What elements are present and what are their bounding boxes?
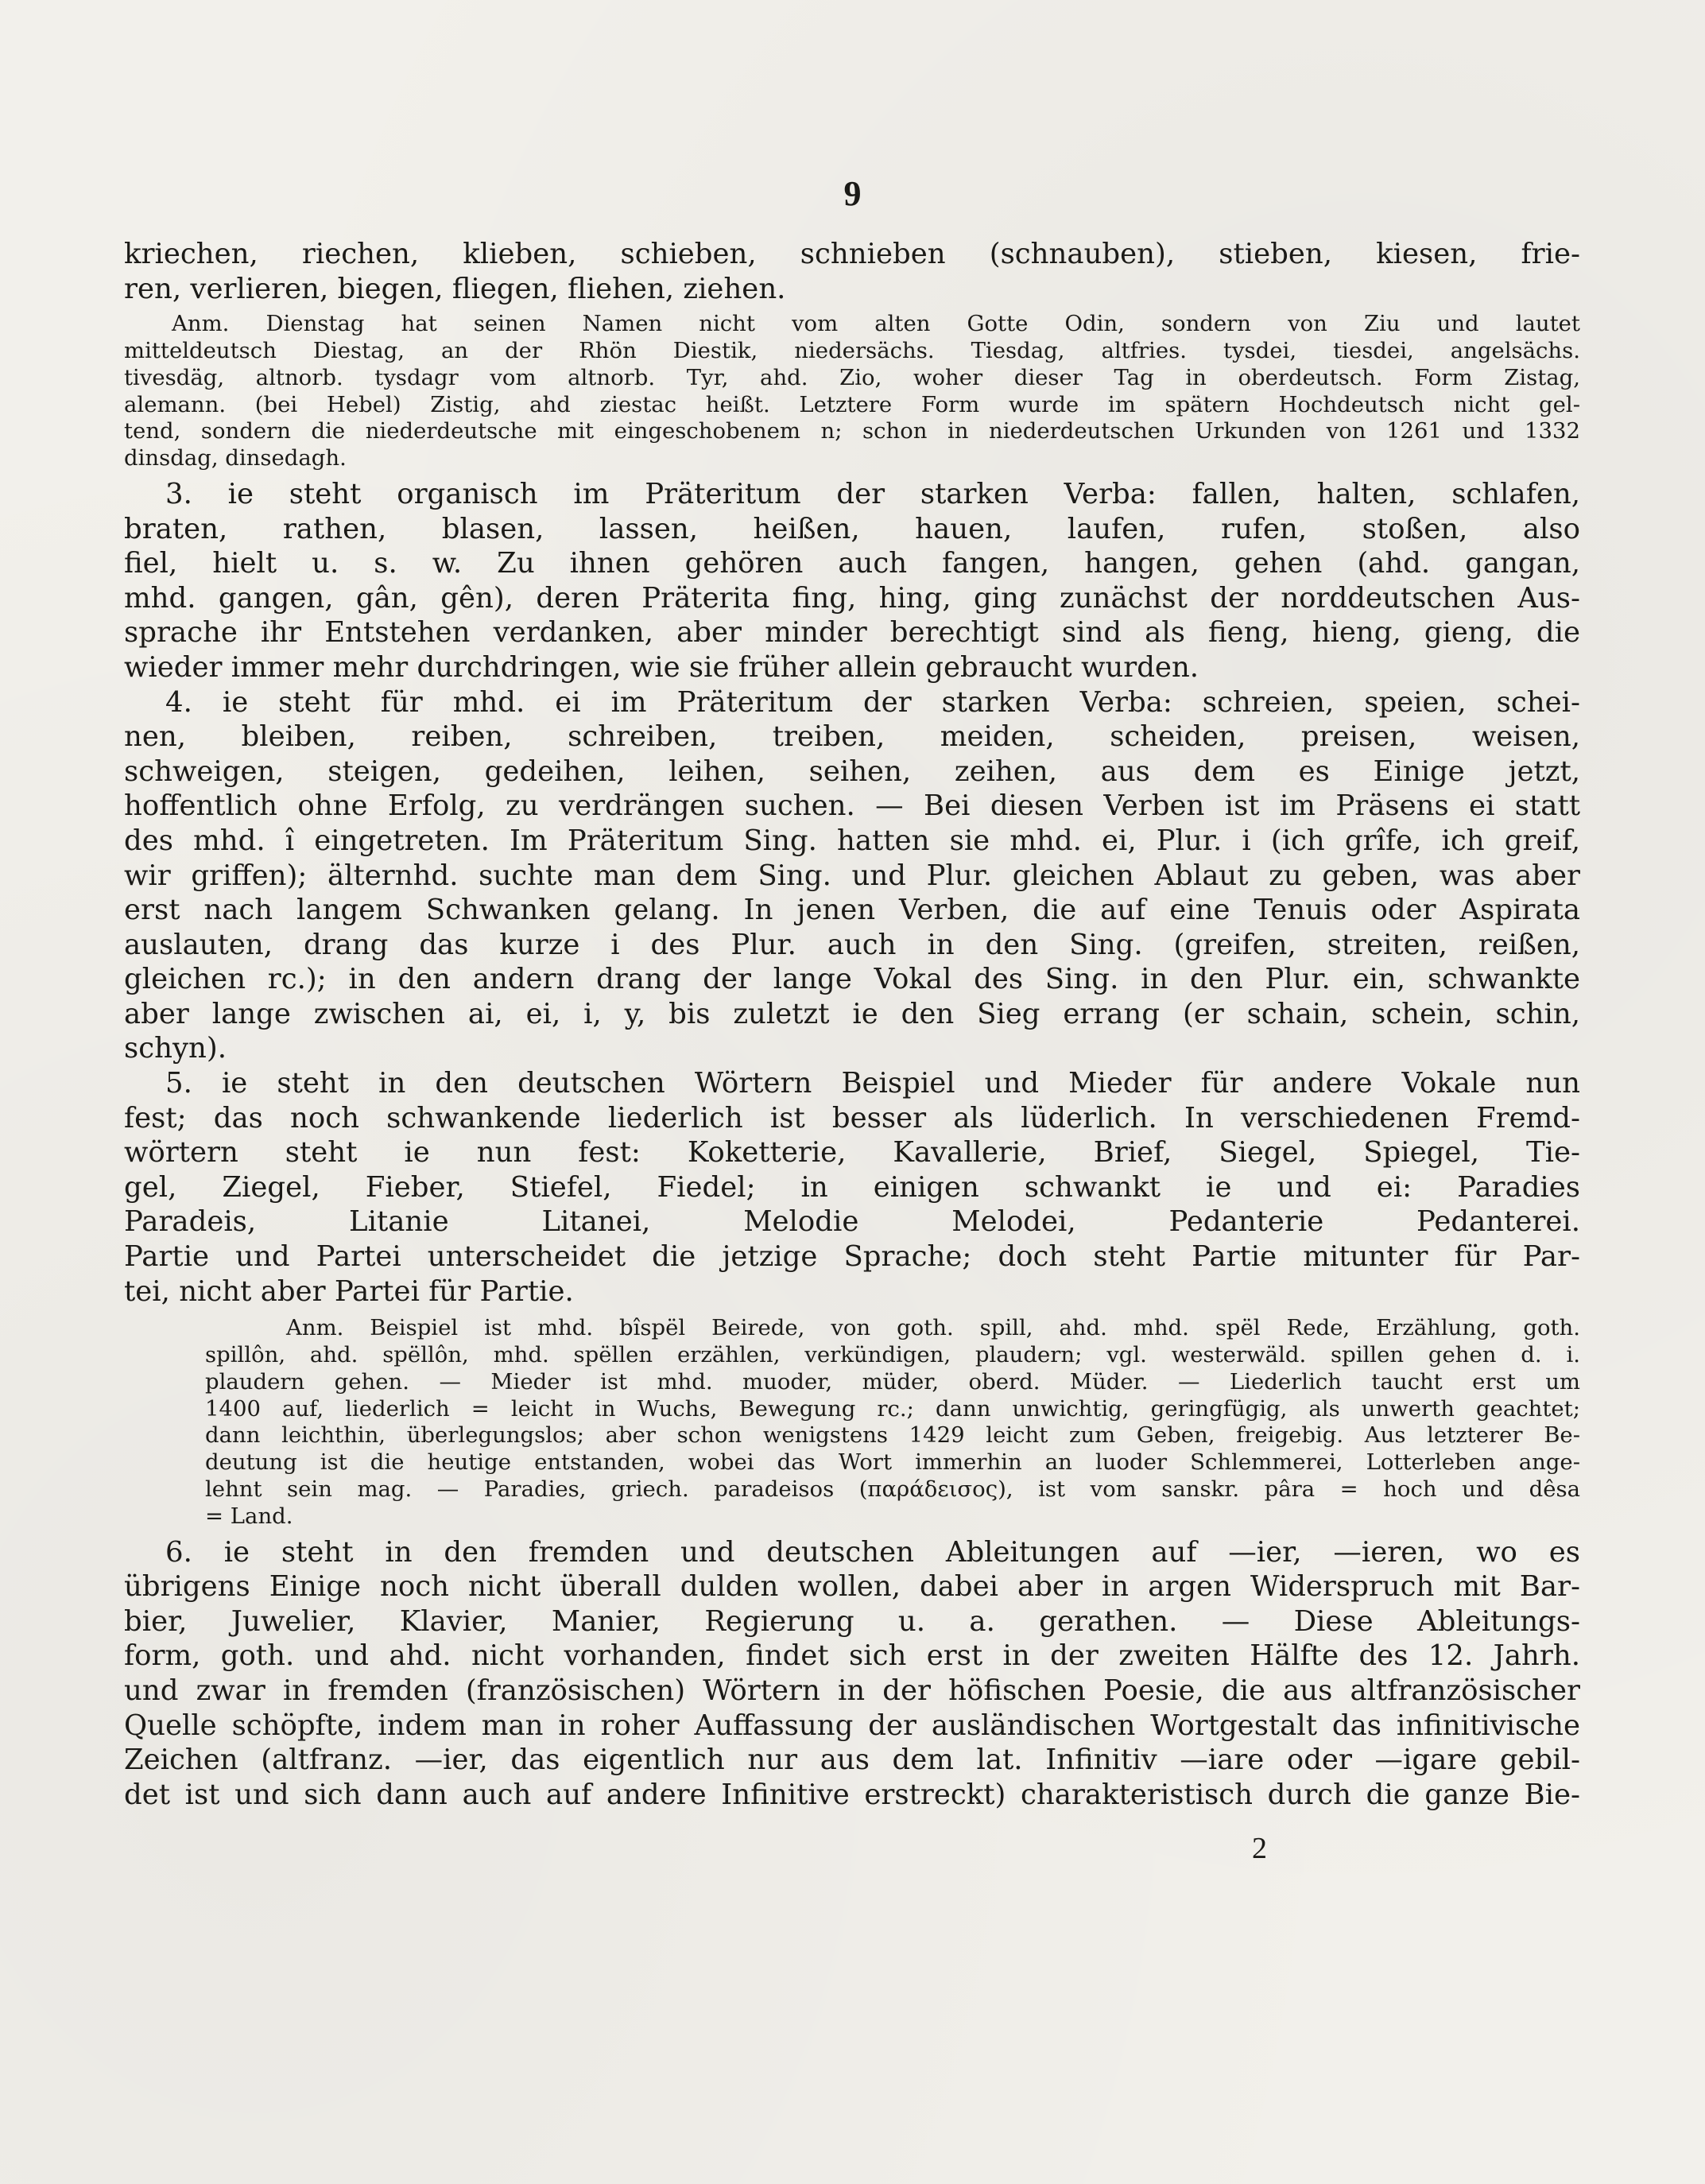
text-line: schyn). [124,1032,227,1065]
signature-mark: 2 [1252,1832,1267,1865]
note-line: tivesdäg, altnorb. tysdagr vom altnorb. Tyr, ahd. Zio, woher dieser Tag in oberdeutsch. Form Zistag, [124,364,1580,390]
paragraph-2-continuation [124,237,1580,306]
text-line: wieder immer mehr durchdringen, wie sie früher allein gebraucht wurden. [124,650,1199,684]
text-line: hoffentlich ohne Erfolg, zu verdrängen suchen. — Bei diesen Verben ist im Präsens ei statt [124,789,1580,823]
text-line: wörtern steht ie nun fest: Koketterie, Kavallerie, Brief, Siegel, Spiegel, Tie- [124,1136,1580,1170]
text-line: übrigens Einige noch nicht überall dulden wollen, dabei aber in argen Widerspruch mit Bar- [124,1570,1580,1604]
text-line: 5. ie steht in den deutschen Wörtern Beispiel und Mieder für andere Vokale nun [165,1067,1580,1100]
note-line: 1400 auf, liederlich = leicht in Wuchs, Bewegung rc.; dann unwichtig, geringfügig, als unwerth geachtet; [205,1395,1580,1422]
note-dienstag-body [124,338,1580,472]
text-line: mhd. gangen, gân, gên), deren Präterita fing, hing, ging zunächst der norddeutschen Aus- [124,581,1580,615]
text-line: und zwar in fremden (französischen) Wörtern in der höfischen Poesie, die aus altfranzösischer [124,1674,1580,1707]
note-line: spillôn, ahd. spëllôn, mhd. spëllen erzählen, verkündigen, plaudern; vgl. westerwäld. spillen gehen d. i. [205,1342,1580,1368]
text-line: fiel, hielt u. s. w. Zu ihnen gehören auch fangen, hangen, gehen (ahd. gangan, [124,547,1580,580]
paragraph-4 [124,685,1580,1067]
note-line: tend, sondern die niederdeutsche mit eingeschobenem n; schon in niederdeutschen Urkunden von 1261 und 1332 [124,418,1580,444]
text-line: sprache ihr Entstehen verdanken, aber minder berechtigt sind als fieng, hieng, gieng, die [124,616,1580,650]
note-line: mitteldeutsch Diestag, an der Rhön Diestik, niedersächs. Tiesdag, altfries. tysdei, tiesdei, angelsächs. [124,337,1580,363]
note-line: lehnt sein mag. — Paradies, griech. paradeisos (παράδεισος), ist vom sanskr. pâra = hoch und dêsa [205,1476,1580,1502]
note-line: dinsdag, dinsedagh. [124,445,347,471]
note-line: Anm. Beispiel ist mhd. bîspël Beirede, von goth. spill, ahd. mhd. spël Rede, Erzählung, goth. [286,1315,1580,1341]
note-beispiel [124,1315,1580,1530]
text-line: schweigen, steigen, gedeihen, leihen, seihen, zeihen, aus dem es Einige jetzt, [124,755,1580,788]
text-line: 3. ie steht organisch im Präteritum der starken Verba: fallen, halten, schlafen, [165,477,1580,510]
text-line: Quelle schöpfte, indem man in roher Auffassung der ausländischen Wortgestalt das infinitivische [124,1709,1580,1742]
note-dienstag [124,311,1580,338]
text-line: 4. ie steht für mhd. ei im Präteritum der starken Verba: schreien, speien, schei- [165,685,1580,719]
text-line: ren, verlieren, biegen, fliegen, fliehen, ziehen. [124,272,786,305]
text-line: des mhd. î eingetreten. Im Präteritum Sing. hatten sie mhd. ei, Plur. i (ich grîfe, ich greif, [124,824,1580,857]
text-line: Partie und Partei unterscheidet die jetzige Sprache; doch steht Partie mitunter für Par- [124,1240,1580,1274]
page-number: 9 [843,174,862,213]
text-line: fest; das noch schwankende liederlich ist besser als lüderlich. In verschiedenen Fremd- [124,1101,1580,1135]
text-line: aber lange zwischen ai, ei, i, y, bis zuletzt ie den Sieg errang (er schain, schein, schin, [124,997,1580,1030]
note-line: dann leichthin, überlegungslos; aber schon wenigstens 1429 leicht zum Geben, freigebig. Aus letzterer Be- [205,1422,1580,1449]
text-line: tei, nicht aber Partei für Partie. [124,1274,574,1308]
paragraph-3 [124,477,1580,685]
body-text [124,237,1580,1812]
text-line: Paradeis, Litanie Litanei, Melodie Melodei, Pedanterie Pedanterei. [124,1205,1580,1239]
paragraph-5 [124,1066,1580,1309]
text-line: auslauten, drang das kurze i des Plur. auch in den Sing. (greifen, streiten, reißen, [124,928,1580,961]
text-line: 6. ie steht in den fremden und deutschen Ableitungen auf —ier, —ieren, wo es [165,1535,1580,1569]
note-line: deutung ist die heutige entstanden, wobei das Wort immerhin an luoder Schlemmerei, Lotterleben ange- [205,1449,1580,1476]
text-line: erst nach langem Schwanken gelang. In jenen Verben, die auf eine Tenuis oder Aspirata [124,894,1580,927]
text-line: Zeichen (altfranz. —ier, das eigentlich nur aus dem lat. Infinitiv —iare oder —igare gebil- [124,1744,1580,1777]
paragraph-6 [124,1535,1580,1813]
text-line: nen, bleiben, reiben, schreiben, treiben, meiden, scheiden, preisen, weisen, [124,720,1580,754]
text-line: braten, rathen, blasen, lassen, heißen, hauen, laufen, rufen, stoßen, also [124,512,1580,545]
text-line: kriechen, riechen, klieben, schieben, schnieben (schnauben), stieben, kiesen, frie- [124,238,1580,270]
text-line: bier, Juwelier, Klavier, Manier, Regierung u. a. gerathen. — Diese Ableitungs- [124,1604,1580,1638]
text-line: wir griffen); älternhd. suchte man dem Sing. und Plur. gleichen Ablaut zu geben, was aber [124,859,1580,892]
text-line: det ist und sich dann auch auf andere Infinitive erstreckt) charakteristisch durch die ganze Bie- [124,1778,1580,1811]
text-line: gel, Ziegel, Fieber, Stiefel, Fiedel; in einigen schwankt ie und ei: Paradies [124,1170,1580,1204]
note-line: = Land. [205,1503,293,1529]
note-line: alemann. (bei Hebel) Zistig, ahd ziestac heißt. Letztere Form wurde im spätern Hochdeutsch nicht gel- [124,391,1580,417]
text-line: form, goth. und ahd. nicht vorhanden, findet sich erst in der zweiten Hälfte des 12. Jahrh. [124,1639,1580,1673]
text-line: gleichen rc.); in den andern drang der lange Vokal des Sing. in den Plur. ein, schwankte [124,963,1580,996]
note-line: plaudern gehen. — Mieder ist mhd. muoder, müder, oberd. Müder. — Liederlich taucht erst um [205,1368,1580,1395]
note-line: Anm. Dienstag hat seinen Namen nicht vom alten Gotte Odin, sondern von Ziu und lautet [172,311,1580,337]
